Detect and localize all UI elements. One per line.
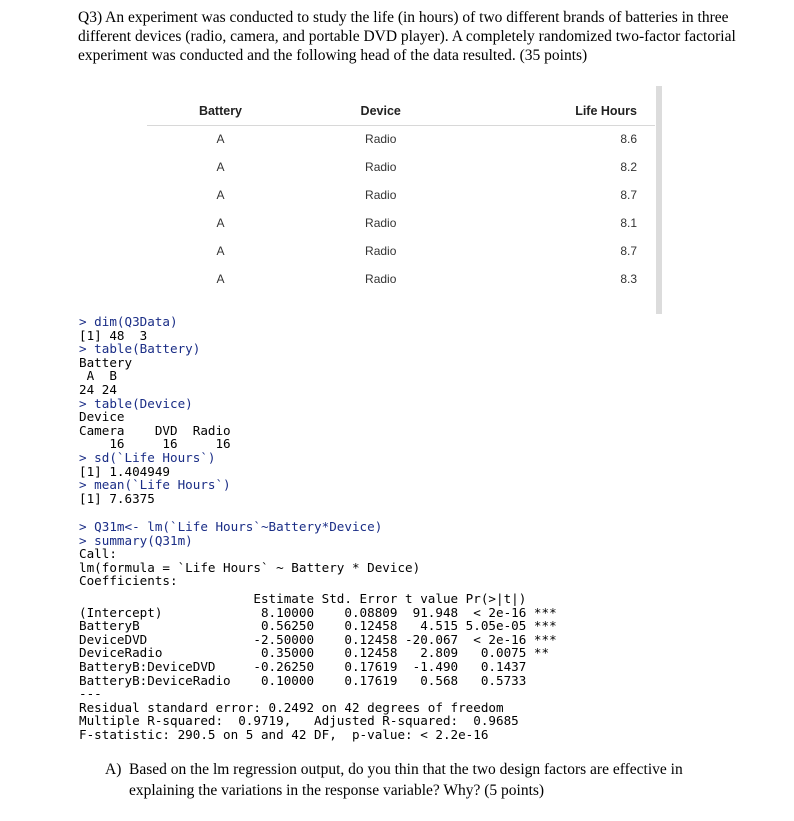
life-hours-cell: 8.3 [620,272,637,286]
r-console-model-call [79,520,420,588]
table-header-row [147,96,655,125]
battery-cell: A [216,244,225,258]
life-hours-cell: 8.1 [620,216,637,230]
table-scrollbar[interactable] [656,86,662,314]
table-row [147,237,655,265]
console-output-line: A B [79,368,117,384]
console-command-line: > table(Battery) [79,341,201,357]
r-console-summary-stats [79,315,231,505]
console-output-line: DeviceRadio 0.35000 0.12458 2.809 0.0075 ** [79,645,550,661]
console-command-line: > sd(`Life Hours`) [79,449,216,465]
console-output-line: DeviceDVD -2.50000 0.12458 -20.067 < 2e-16 *** [79,631,557,647]
data-head-table [147,96,655,314]
console-command-line: > mean(`Life Hours`) [79,477,231,493]
console-output-line: lm(formula = `Life Hours` ~ Battery * Device) [79,559,421,575]
battery-cell: A [216,188,225,202]
device-cell: Radio [365,160,397,174]
table-row [147,125,655,153]
battery-cell: A [216,272,225,286]
column-header-battery[interactable]: Battery [198,103,243,118]
console-output-line: Estimate Std. Error t value Pr(>|t|) [79,591,527,606]
console-command-line: > table(Device) [79,395,193,411]
device-cell: Radio [365,216,397,230]
console-output-line: 16 16 16 [79,436,231,452]
console-output-line: 24 24 [79,381,117,397]
console-command-line: > summary(Q31m) [79,532,193,548]
table-row [147,265,655,293]
device-cell: Radio [365,272,397,286]
console-command-line: > dim(Q3Data) [79,314,178,329]
console-output-line: Camera DVD Radio [79,422,231,438]
console-output-line: [1] 1.404949 [79,463,170,479]
device-cell: Radio [365,188,397,202]
part-a-question [105,759,735,801]
console-output-line: BatteryB:DeviceDVD -0.26250 0.17619 -1.490 0.1437 [79,658,527,674]
part-a-label: A) [105,761,122,778]
console-output-line: Battery [79,354,133,370]
r-console-coefficients [79,592,557,742]
table-row [147,209,655,237]
table-row [147,153,655,181]
console-output-line: --- [79,686,102,702]
part-a-text: Based on the lm regression output, do you thin that the two design factors are effective in explaining the variations in the response variable? Why? (5 points) [129,761,683,799]
console-output-line: Device [79,409,125,425]
life-hours-cell: 8.7 [620,244,637,258]
battery-cell: A [216,132,225,146]
question-text: Q3) An experiment was conducted to study the life (in hours) of two different brands of batteries in three different devices (radio, camera, and portable DVD player). A completely randomized two-factor factorial experiment was conducted and the following head of the data resulted. (35 points) [78,9,736,64]
header-divider [147,125,655,126]
console-output-line: BatteryB:DeviceRadio 0.10000 0.17619 0.568 0.5733 [79,672,527,688]
table-row [147,181,655,209]
console-output-line: Call: [79,546,117,562]
console-output-line: Multiple R-squared: 0.9719, Adjusted R-squared: 0.9685 [79,713,519,729]
column-header-device[interactable]: Device [360,103,401,118]
console-output-line: [1] 48 3 [79,327,148,343]
device-cell: Radio [365,244,397,258]
console-output-line: BatteryB 0.56250 0.12458 4.515 5.05e-05 *** [79,618,557,634]
life-hours-cell: 8.6 [620,132,637,146]
console-output-line: [1] 7.6375 [79,490,155,506]
life-hours-cell: 8.2 [620,160,637,174]
device-cell: Radio [365,132,397,146]
column-header-life-hours[interactable]: Life Hours [575,103,637,118]
console-output-line: Coefficients: [79,573,178,589]
console-output-line: Residual standard error: 0.2492 on 42 degrees of freedom [79,699,504,715]
console-output-line: F-statistic: 290.5 on 5 and 42 DF, p-value: < 2.2e-16 [79,726,489,742]
console-command-line: > Q31m<- lm(`Life Hours`~Battery*Device) [79,519,383,534]
console-output-line: (Intercept) 8.10000 0.08809 91.948 < 2e-16 *** [79,604,557,620]
life-hours-cell: 8.7 [620,188,637,202]
battery-cell: A [216,160,225,174]
battery-cell: A [216,216,225,230]
